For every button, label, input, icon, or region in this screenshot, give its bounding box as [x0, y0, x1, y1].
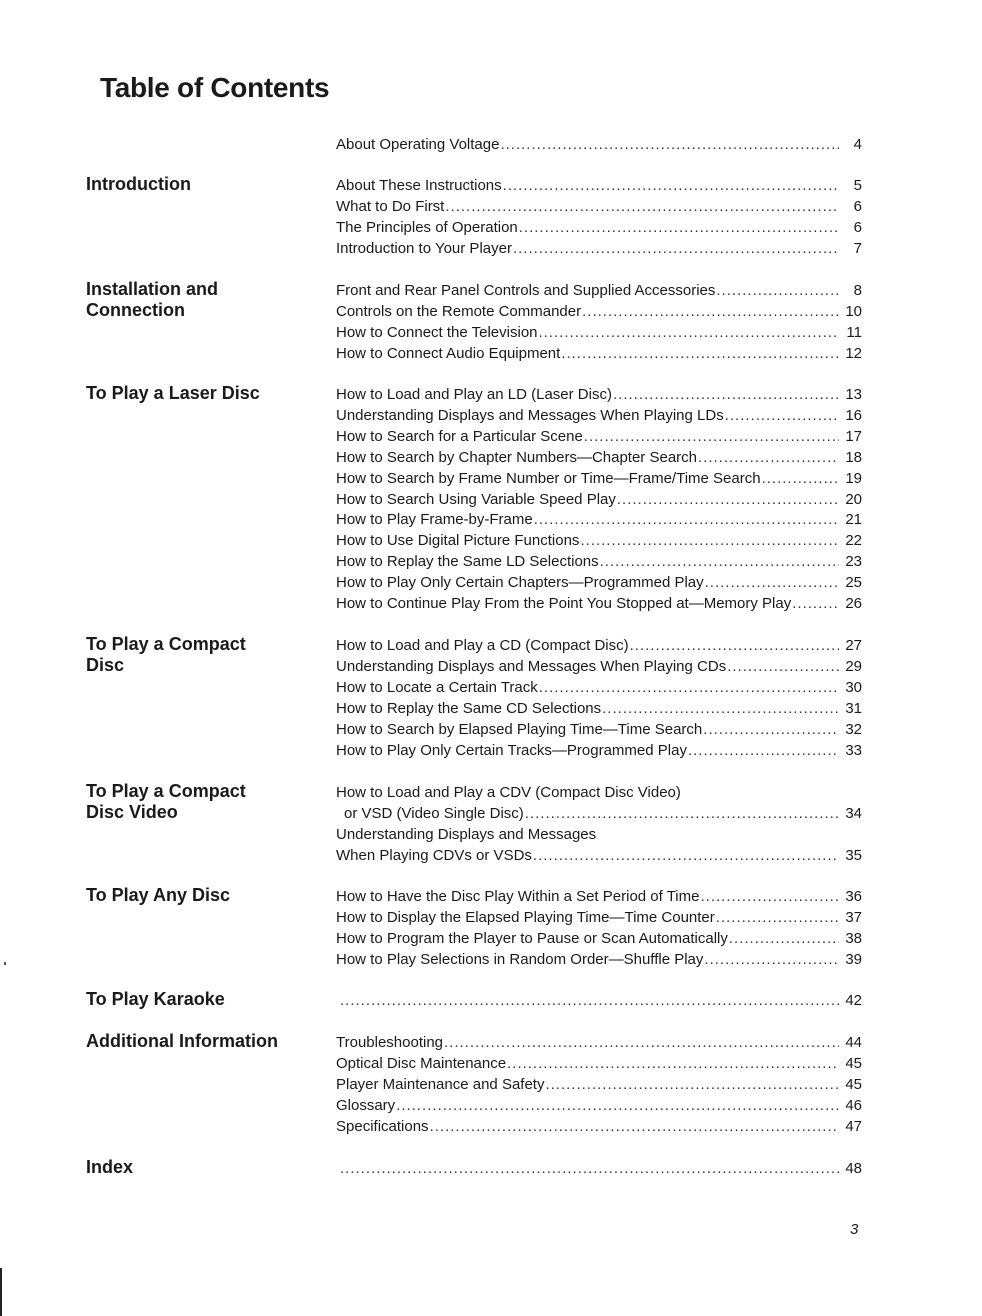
toc-entry [336, 886, 862, 907]
dot-leader [340, 990, 839, 1011]
toc-entry [336, 551, 862, 572]
toc-entry-page: 6 [853, 197, 862, 215]
toc-entry-title: How to Load and Play an LD (Laser Disc) [336, 386, 612, 403]
toc-entry [336, 280, 862, 301]
toc-entry [336, 343, 862, 364]
toc-entry [336, 719, 862, 740]
toc-entry [336, 782, 862, 803]
toc-entry-title: Introduction to Your Player [336, 239, 512, 257]
toc-entry [336, 509, 862, 530]
toc-entry-page: 11 [846, 323, 862, 341]
toc-entry-page: 47 [845, 1117, 862, 1135]
toc-entry-title: Player Maintenance and Safety [336, 1075, 545, 1093]
toc-entry-title: About Operating Voltage [336, 136, 500, 153]
toc-entry-page: 7 [853, 239, 862, 257]
toc-entry [336, 949, 862, 970]
toc-entry-title: How to Display the Elapsed Playing Time—Time Counter [336, 908, 715, 926]
toc-entry-page: 46 [845, 1096, 862, 1114]
section-heading: Additional Information [86, 1031, 278, 1051]
toc-entry [336, 447, 862, 468]
toc-entry-page: 34 [845, 804, 862, 822]
toc-entry-page: 42 [845, 992, 862, 1009]
toc-entry [336, 1095, 862, 1116]
section-heading: To Play a Compact Disc [86, 634, 246, 675]
toc-entry-page: 44 [845, 1034, 862, 1051]
dot-leader [602, 698, 839, 719]
toc-entry-page: 33 [845, 741, 862, 759]
toc-entry-title: How to Use Digital Picture Functions [336, 532, 580, 550]
scan-edge-mark [0, 1268, 2, 1316]
toc-entry-title: How to Search for a Particular Scene [336, 427, 583, 445]
dot-leader [513, 238, 839, 259]
toc-entry-title: How to Play Selections in Random Order—Shuffle Play [336, 950, 704, 968]
section-heading: Installation and Connection [86, 279, 219, 320]
toc-entry-title: How to Play Only Certain Tracks—Programmed Play [336, 741, 687, 759]
toc-entry [336, 677, 862, 698]
page-title: Table of Contents [100, 72, 330, 103]
dot-leader [792, 593, 839, 614]
toc-entry [336, 1032, 862, 1053]
toc-entry-title: How to Locate a Certain Track [336, 678, 538, 696]
toc-entry-page: 8 [853, 282, 862, 299]
toc-entry [336, 322, 862, 343]
toc-entry-page: 18 [845, 448, 862, 466]
toc-entry [336, 698, 862, 719]
toc-entry-title: Front and Rear Panel Controls and Supplied Accessories [336, 282, 716, 299]
section-heading: Introduction [86, 174, 191, 194]
dot-leader [725, 405, 839, 426]
dot-leader [705, 572, 839, 593]
toc-entry [336, 990, 862, 1011]
toc-entry-title: Understanding Displays and Messages When Playing LDs [336, 406, 724, 424]
toc-entry-title: Optical Disc Maintenance [336, 1054, 507, 1072]
toc-entry-page: 23 [845, 553, 862, 571]
toc-entry [336, 384, 862, 405]
toc-entry-title: Controls on the Remote Commander [336, 302, 582, 320]
dot-leader [580, 530, 839, 551]
toc-entry [336, 301, 862, 322]
toc-entry [336, 238, 862, 259]
toc-entry-page: 16 [845, 406, 862, 424]
dot-leader [716, 280, 839, 301]
toc-entry-page: 25 [845, 574, 862, 592]
section-heading: To Play Karaoke [86, 989, 225, 1009]
dot-leader [500, 134, 839, 155]
toc-entry-title: How to Play Only Certain Chapters—Programmed Play [336, 574, 704, 592]
toc-entry-title: How to Replay the Same LD Selections [336, 553, 599, 571]
toc-entry-page: 27 [845, 637, 862, 654]
toc-entry [336, 489, 862, 510]
toc-entry-page: 17 [845, 427, 862, 445]
toc-entry-title: How to Search by Chapter Numbers—Chapter Search [336, 448, 697, 466]
dot-leader [762, 468, 839, 489]
toc-entry-page: 26 [845, 595, 862, 612]
dot-leader [727, 656, 839, 677]
toc-entry-title: How to Connect Audio Equipment [336, 344, 561, 362]
toc-entry [336, 740, 862, 761]
toc-entry-page: 20 [845, 490, 862, 508]
section-heading: Index [86, 1157, 134, 1177]
toc-entry-title: How to Connect the Television [336, 323, 538, 341]
toc-entry-page: 30 [845, 678, 862, 696]
toc-entry [336, 907, 862, 928]
toc-entry-title: How to Load and Play a CDV (Compact Disc Video) [336, 784, 681, 801]
dot-leader [617, 489, 839, 510]
dot-leader [716, 907, 839, 928]
toc-entry [336, 175, 862, 196]
toc-entry-title: When Playing CDVs or VSDs [336, 846, 532, 864]
toc-entry [336, 405, 862, 426]
dot-leader [545, 1074, 839, 1095]
dot-leader [525, 803, 839, 824]
dot-leader [613, 384, 839, 405]
scan-edge-dot [4, 962, 6, 965]
dot-leader [519, 217, 839, 238]
dot-leader [503, 175, 839, 196]
dot-leader [584, 426, 839, 447]
dot-leader [534, 509, 839, 530]
toc-entry-title: How to Search by Elapsed Playing Time—Time Search [336, 720, 703, 738]
toc-entry [336, 572, 862, 593]
toc-entry-page: 38 [845, 929, 862, 947]
toc-entry [336, 635, 862, 656]
toc-entry-title: Troubleshooting [336, 1034, 444, 1051]
toc-entry [336, 217, 862, 238]
toc-entry-title: How to Continue Play From the Point You Stopped at—Memory Play [336, 595, 792, 612]
toc-entry-page: 19 [845, 469, 862, 487]
toc-entry-title: What to Do First [336, 197, 445, 215]
toc-entry-page: 48 [845, 1160, 862, 1177]
dot-leader [688, 740, 839, 761]
toc-entry-page: 32 [845, 720, 862, 738]
toc-entry-page: 37 [845, 908, 862, 926]
toc-entry-title: How to Replay the Same CD Selections [336, 699, 602, 717]
toc-entry-title: or VSD (Video Single Disc) [344, 804, 524, 822]
toc-entry-page: 12 [845, 344, 862, 362]
section-heading: To Play a Laser Disc [86, 383, 260, 403]
section-heading: To Play Any Disc [86, 885, 231, 905]
dot-leader [396, 1095, 839, 1116]
dot-leader [630, 635, 839, 656]
toc-entry [336, 426, 862, 447]
dot-leader [539, 677, 839, 698]
toc-entry-title: How to Search by Frame Number or Time—Frame/Time Search [336, 469, 761, 487]
toc-entry [336, 928, 862, 949]
dot-leader [533, 845, 839, 866]
toc-entry-title: The Principles of Operation [336, 218, 518, 236]
toc-entry [336, 1158, 862, 1179]
toc-entry-title: Understanding Displays and Messages When Playing CDs [336, 657, 727, 675]
toc-entry-page: 29 [845, 657, 862, 675]
toc-entry-page: 45 [845, 1075, 862, 1093]
toc-entry-page: 13 [845, 386, 862, 403]
toc-entry [336, 824, 862, 845]
dot-leader [507, 1053, 839, 1074]
page-number: 3 [850, 1221, 859, 1238]
toc-entry-page: 36 [845, 888, 862, 905]
toc-entry-page: 5 [853, 177, 862, 194]
dot-leader [582, 301, 839, 322]
toc-entry-title: How to Load and Play a CD (Compact Disc) [336, 637, 629, 654]
dot-leader [445, 196, 839, 217]
toc-entry-title: How to Play Frame-by-Frame [336, 511, 533, 529]
toc-entry-page: 39 [845, 950, 862, 968]
dot-leader [539, 322, 839, 343]
toc-entry-page: 6 [853, 218, 862, 236]
toc-entry [336, 1116, 862, 1137]
toc-entry-page: 31 [845, 699, 862, 717]
toc-entry [336, 656, 862, 677]
toc-entry [336, 196, 862, 217]
dot-leader [561, 343, 839, 364]
toc-entry-title: How to Program the Player to Pause or Scan Automatically [336, 929, 728, 947]
section-heading: To Play a Compact Disc Video [86, 781, 246, 822]
toc-entry-page: 10 [845, 302, 862, 320]
toc-entry-title: Specifications [336, 1117, 429, 1135]
dot-leader [430, 1116, 839, 1137]
toc-entry-title: About These Instructions [336, 177, 502, 194]
toc-entry-title: Glossary [336, 1096, 396, 1114]
toc-entry [336, 1053, 862, 1074]
toc-entry [336, 468, 862, 489]
dot-leader [340, 1158, 839, 1179]
toc-entry-page: 35 [845, 846, 862, 864]
toc-entry [336, 134, 862, 155]
dot-leader [444, 1032, 839, 1053]
toc-entry-title: How to Have the Disc Play Within a Set Period of Time [336, 888, 700, 905]
toc-entry [336, 845, 862, 866]
dot-leader [700, 886, 839, 907]
toc-entry-title: How to Search Using Variable Speed Play [336, 490, 616, 508]
toc-entry [336, 593, 862, 614]
toc-entry [336, 530, 862, 551]
dot-leader [704, 949, 839, 970]
dot-leader [698, 447, 839, 468]
dot-leader [703, 719, 839, 740]
dot-leader [600, 551, 839, 572]
toc-entry-page: 22 [845, 532, 862, 550]
toc-entry-page: 45 [845, 1054, 862, 1072]
dot-leader [729, 928, 839, 949]
toc-entry [336, 1074, 862, 1095]
toc-entry-page: 4 [853, 136, 862, 153]
toc-entry [336, 803, 862, 824]
toc-entry-title: Understanding Displays and Messages [336, 825, 597, 843]
toc-entry-page: 21 [845, 511, 862, 529]
